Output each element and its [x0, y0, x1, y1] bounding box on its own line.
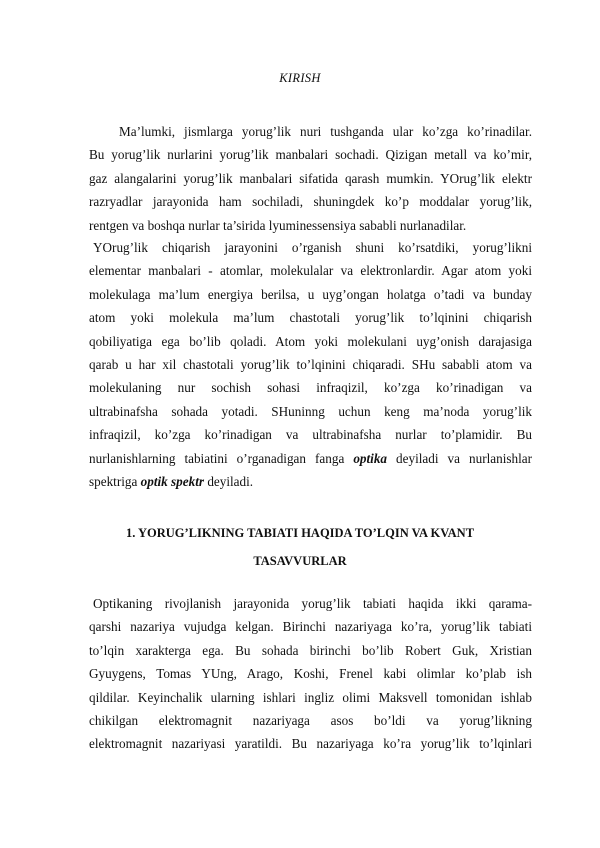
text-line: qildilar. Keyinchalik ularning ishlari ingliz olimi Maksvell tomonidan ishlab	[89, 689, 532, 705]
text-line: elektromagnit nazariyasi yaratildi. Bu nazariyaga ko’ra yorug’lik to’lqinlari	[89, 736, 532, 752]
text-line: razryadlar jarayonida ham sochiladi, shuningdek ko’p moddalar yorug’lik,	[89, 194, 532, 210]
text-line	[89, 447, 532, 470]
text-line: chikilgan elektromagnit nazariyaga asos bo’ldi va yorug’likning	[89, 713, 532, 729]
text-segment: nurlanishlarning tabiatini o’rganadigan fanga	[89, 450, 354, 466]
text-line: elementar manbalari - atomlar, molekulalar va elektronlardir. Agar atom yoki	[89, 263, 532, 279]
text-line: molekulaning nur sochish sohasi infraqizil, ko’zga ko’rinadigan va	[89, 380, 532, 396]
text-line: to’lqin xarakterga ega. Bu sohada birinchi bo’lib Robert Guk, Xristian	[89, 642, 532, 658]
term-optika: optika	[353, 450, 388, 466]
term-optik-spektr: optik spektr	[140, 474, 205, 490]
text-line: Optikaning rivojlanish jarayonida yorug’lik tabiati haqida ikki qarama-	[93, 596, 532, 611]
text-line: gaz alangalarini yorug’lik manbalari sifatida qarash mumkin. YOrug’lik elektr	[89, 170, 532, 186]
section-heading	[60, 519, 540, 575]
text-line: rentgen va boshqa nurlar ta’sirida lyuminessensiya sababli nurlanadilar.	[89, 217, 467, 233]
text-line: Gyuygens, Tomas YUng, Arago, Koshi, Frenel kabi olimlar ko’plab ish	[89, 666, 532, 682]
text-line: YOrug’lik chiqarish jarayonini o’rganish shuni ko’rsatdiki, yorug’likni	[93, 240, 532, 255]
text-segment: deyiladi.	[204, 474, 254, 490]
text-line: qobiliyatiga ega bo’lib qoladi. Atom yoki molekulani uyg’onish darajasiga	[89, 333, 532, 349]
text-line: atom yoki molekula ma’lum chastotali yorug’lik to’lqinini chiqarish	[89, 310, 532, 326]
heading-kirish: KIRISH	[279, 71, 321, 85]
text-line: Bu yorug’lik nurlarini yorug’lik manbalari sochadi. Qizigan metall va ko’mir,	[89, 147, 532, 163]
text-line: ultrabinafsha sohada yotadi. SHuninng uchun keng ma’noda yorug’lik	[89, 403, 532, 419]
text-segment: spektriga	[89, 474, 141, 490]
text-segment: deyiladi va nurlanishlar	[387, 450, 532, 466]
paragraph-light-emission	[89, 236, 532, 493]
paragraph-theories	[89, 592, 532, 756]
text-line: qarshi nazariya vujudga kelgan. Birinchi nazariyaga ko’ra, yorug’lik tabiati	[89, 619, 532, 635]
text-line: Ma’lumki, jismlarga yorug’lik nuri tushganda ular ko’zga ko’rinadilar.	[119, 124, 532, 139]
section-heading-line: TASAVVURLAR	[253, 554, 347, 568]
text-line: infraqizil, ko’zga ko’rinadigan va ultrabinafsha nurlar to’plamidir. Bu	[89, 427, 532, 443]
text-line: molekulaga ma’lum energiya berilsa, u uyg’ongan holatga o’tadi va bunday	[89, 286, 532, 302]
text-line: qarab u har xil chastotali yorug’lik to’lqinini chiqaradi. SHu sababli atom va	[89, 357, 532, 373]
paragraph-intro	[89, 120, 532, 237]
text-line	[89, 470, 532, 493]
section-heading-line: 1. YORUG’LIKNING TABIATI HAQIDA TO’LQIN VA KVANT	[125, 526, 475, 540]
